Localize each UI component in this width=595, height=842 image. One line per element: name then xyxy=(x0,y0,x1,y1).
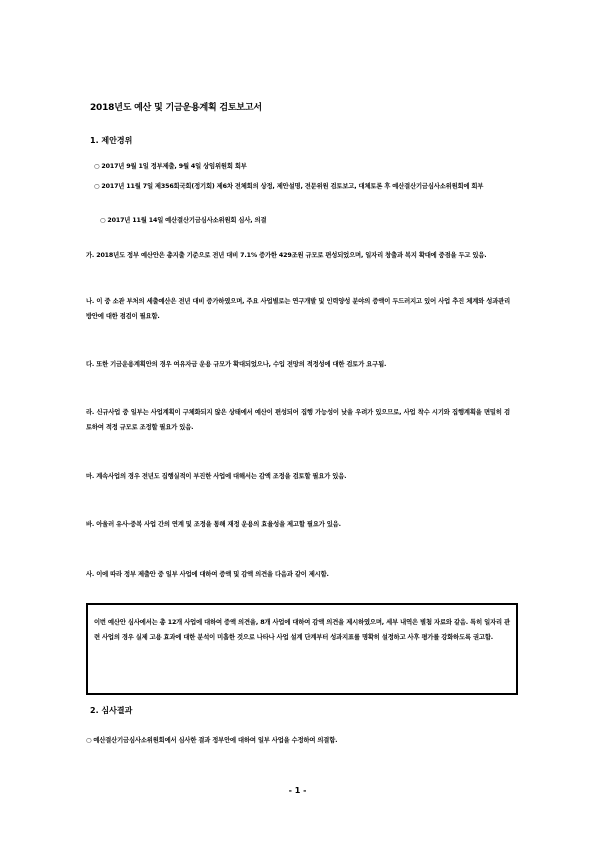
document-title: 2018년도 예산 및 기금운용계획 검토보고서 xyxy=(90,103,262,113)
paragraph-item-1: ○ 2017년 9월 1일 정부제출, 9월 4일 상임위원회 회부 xyxy=(94,163,247,170)
body-paragraph-4: 라. 신규사업 중 일부는 사업계획이 구체화되지 않은 상태에서 예산이 편성되어 집행 가능성이 낮을 우려가 있으므로, 사업 착수 시기와 집행계획을 면밀히 검토하여 적정 규모로 조정할 필요가 있음. xyxy=(86,409,510,431)
section-2-text: ○ 예산결산기금심사소위원회에서 심사한 결과 정부안에 대하여 일부 사업을 수정하여 의결함. xyxy=(86,737,338,744)
paragraph-item-3: ○ 2017년 11월 14일 예산결산기금심사소위원회 심사, 의결 xyxy=(100,217,267,224)
section-heading-2: 2. 심사결과 xyxy=(90,706,133,715)
boxed-summary-text: 이번 예산안 심사에서는 총 12개 사업에 대하여 증액 의견을, 8개 사업에 대하여 감액 의견을 제시하였으며, 세부 내역은 별첨 자료와 같음. 특히 일자리 관련 사업의 경우 실제 고용 효과에 대한 분석이 미흡한 것으로 나타나 사업 설계 단계부터 성과지표를 명확히 설정하고 사후 평가를 강화하도록 권고함. xyxy=(94,619,510,641)
body-paragraph-7: 사. 이에 따라 정부 제출안 중 일부 사업에 대하여 증액 및 감액 의견을 다음과 같이 제시함. xyxy=(86,571,329,578)
section-heading-1: 1. 제안경위 xyxy=(90,136,133,145)
body-paragraph-3: 다. 또한 기금운용계획안의 경우 여유자금 운용 규모가 확대되었으나, 수입 전망의 적정성에 대한 검토가 요구됨. xyxy=(86,361,387,368)
body-paragraph-5: 마. 계속사업의 경우 전년도 집행실적이 부진한 사업에 대해서는 감액 조정을 검토할 필요가 있음. xyxy=(86,473,347,480)
body-paragraph-2: 나. 이 중 소관 부처의 세출예산은 전년 대비 증가하였으며, 주요 사업별로는 연구개발 및 인력양성 분야의 증액이 두드러지고 있어 사업 추진 체계와 성과관리 방안에 대한 점검이 필요함. xyxy=(86,298,510,320)
paragraph-item-2: ○ 2017년 11월 7일 제356회국회(정기회) 제6차 전체회의 상정, 제안설명, 전문위원 검토보고, 대체토론 후 예산결산기금심사소위원회에 회부 xyxy=(94,183,484,190)
body-paragraph-6: 바. 아울러 유사·중복 사업 간의 연계 및 조정을 통해 재정 운용의 효율성을 제고할 필요가 있음. xyxy=(86,521,341,528)
body-paragraph-1: 가. 2018년도 정부 예산안은 총지출 기준으로 전년 대비 7.1% 증가한 429조원 규모로 편성되었으며, 일자리 창출과 복지 확대에 중점을 두고 있음. xyxy=(86,252,487,259)
boxed-summary xyxy=(86,603,518,695)
page-number: - 1 - xyxy=(288,786,307,795)
